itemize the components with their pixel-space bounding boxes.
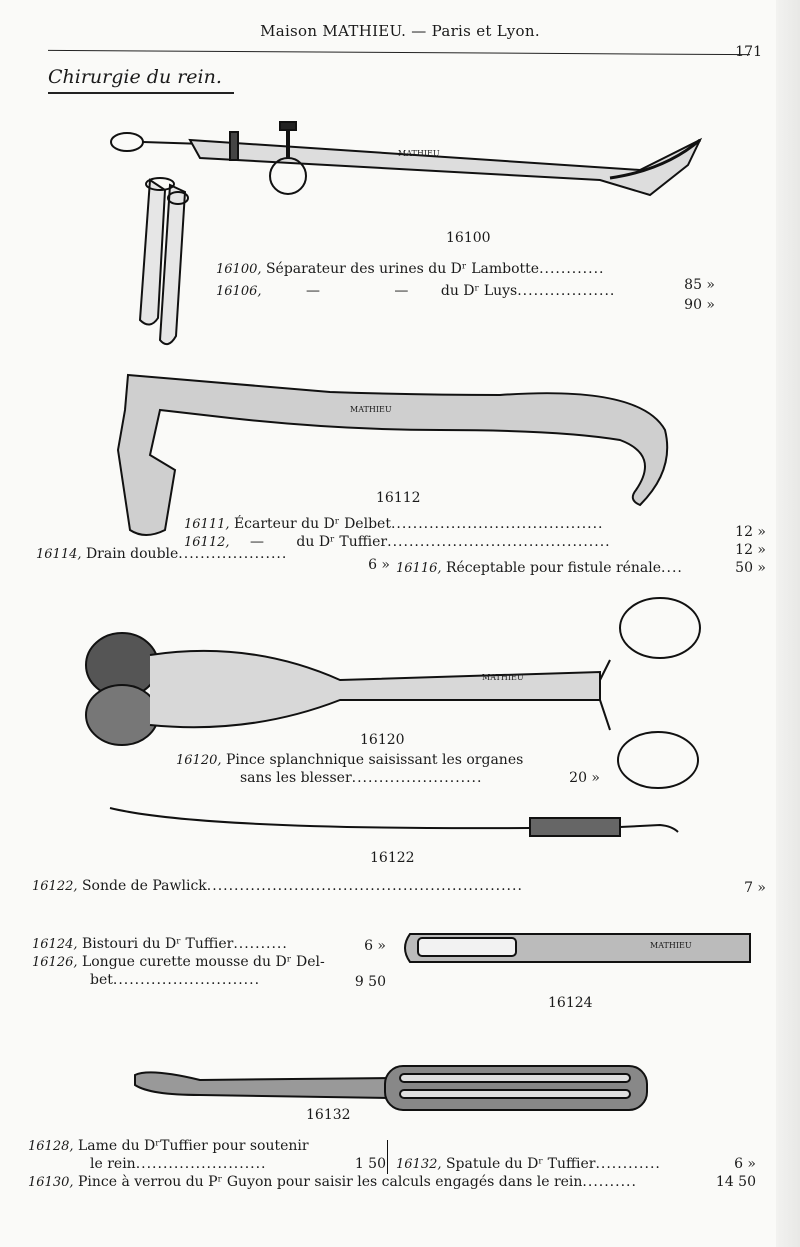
price: 14 50 [715, 1174, 756, 1190]
price: 6 » [734, 1156, 756, 1172]
illustration-spatule [135, 1066, 647, 1110]
figure-caption: 16132 [306, 1107, 351, 1123]
catalog-entry: 16111, Écarteur du Dʳ Delbet....................................... [184, 516, 604, 532]
catalog-entry-continuation: bet........................... [90, 972, 261, 988]
section-title: Chirurgie du rein. [48, 66, 222, 88]
catalog-entry: 16116, Réceptable pour fistule rénale.... [396, 560, 683, 576]
brand-mark: MATHIEU [650, 941, 692, 950]
figure-caption: 16100 [446, 230, 491, 246]
page-header: Maison MATHIEU. — Paris et Lyon. [260, 22, 540, 40]
price: 6 » [368, 557, 390, 573]
catalog-entry: 16128, Lame du DʳTuffier pour soutenir [28, 1138, 309, 1154]
catalog-entry: 16106, — — du Dʳ Luys.................. [216, 283, 616, 299]
figure-caption: 16122 [370, 850, 415, 866]
price: 7 » [744, 880, 766, 896]
catalog-entry-continuation: sans les blesser........................ [240, 770, 483, 786]
price: 9 50 [354, 974, 386, 990]
catalog-entry: 16122, Sonde de Pawlick.......................................................... [32, 878, 523, 894]
illustration-bistouri [405, 934, 750, 962]
price: 12 » [735, 524, 766, 540]
price: 6 » [364, 938, 386, 954]
column-divider [387, 1140, 388, 1174]
catalog-entry-continuation: le rein........................ [90, 1156, 267, 1172]
catalog-entry: 16114, Drain double.................... [36, 546, 288, 562]
brand-mark: MATHIEU [482, 673, 524, 682]
catalog-entry: 16100, Séparateur des urines du Dʳ Lambotte............ [216, 261, 605, 277]
illustration-ecarteur [118, 375, 667, 535]
catalog-entry: 16120, Pince splanchnique saisissant les organes [176, 752, 524, 768]
catalog-entry: 16124, Bistouri du Dʳ Tuffier.......... [32, 936, 288, 952]
price: 20 » [569, 770, 600, 786]
catalog-entry: 16130, Pince à verrou du Pʳ Guyon pour saisir les calculs engagés dans le rein.......... [28, 1174, 637, 1190]
brand-mark: MATHIEU [398, 149, 440, 158]
figure-caption: 16120 [360, 732, 405, 748]
catalog-entry: 16126, Longue curette mousse du Dʳ Del- [32, 954, 325, 970]
price: 50 » [735, 560, 766, 576]
page-number: 171 [735, 44, 762, 60]
illustration-sonde [110, 808, 678, 836]
figure-caption: 16124 [548, 995, 593, 1011]
catalog-entry: 16112, — du Dʳ Tuffier......................................... [184, 534, 611, 550]
brand-mark: MATHIEU [350, 405, 392, 414]
figure-caption: 16112 [376, 490, 421, 506]
price: 1 50 [354, 1156, 386, 1172]
price: 12 » [735, 542, 766, 558]
catalog-entry: 16132, Spatule du Dʳ Tuffier............ [396, 1156, 661, 1172]
price: 85 » [684, 277, 715, 293]
price: 90 » [684, 297, 715, 313]
